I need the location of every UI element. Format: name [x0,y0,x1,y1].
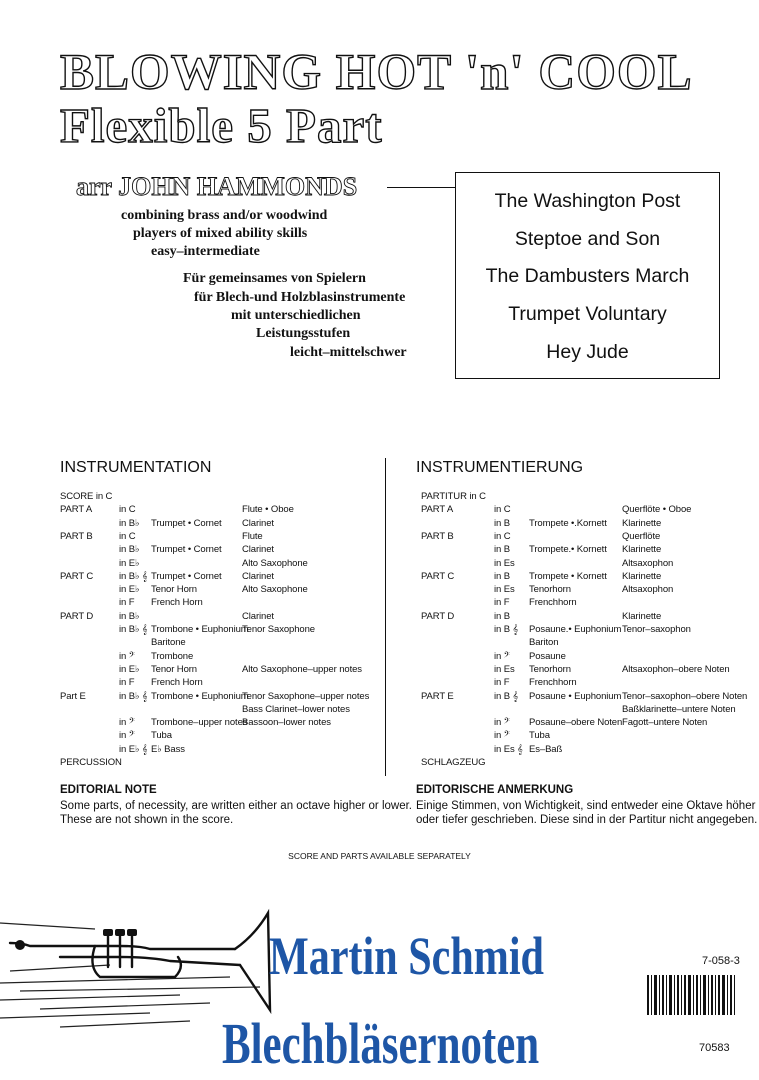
instrumentation-cell: in Es 𝄞 [494,743,523,755]
instrumentation-cell: Trompete • Kornett [529,570,607,582]
instrumentation-cell: PART A [60,504,93,516]
instrumentation-cell: PART B [60,530,93,542]
subtitle: Flexible 5 Part [60,98,383,153]
instrumentation-cell: Alto Saxophone [242,584,308,596]
instrumentation-cell: Posaune–obere Noten [529,717,623,729]
instrumentation-cell: Trompete.• Kornett [529,544,607,556]
instrumentation-cell: Alto Saxophone [242,557,308,569]
instrumentation-cell: Trompete •.Kornett [529,517,607,529]
instrumentation-cell: in 𝄢 [119,650,135,662]
instrumentation-cell: Flute • Oboe [242,504,294,516]
description-de-line: leicht–mittelschwer [290,345,407,360]
instrumentation-cell: Tenor–saxophon–obere Noten [622,690,748,702]
instrumentation-cell: Fagott–untere Noten [622,717,708,729]
instrumentation-cell: in F [494,597,510,609]
instrumentation-cell: in E♭ [119,584,140,596]
instrumentation-cell: SCORE in C [60,491,113,502]
instrumentation-cell: Tenor Saxophone–upper notes [242,690,370,702]
contents-box [455,172,720,379]
instrumentation-cell: in B♭ 𝄞 [119,624,148,635]
instrumentation-cell: in B [494,570,510,582]
instrumentation-cell: Altsaxophon [622,557,674,569]
publisher-subtitle: Blechbläsernoten [222,1011,540,1076]
instrumentation-cell: in E♭ [119,557,140,569]
instrumentation-cell: in 𝄢 [119,730,135,742]
publisher-name: Martin Schmid [269,926,544,986]
tune-title: Trumpet Voluntary [508,303,667,325]
arranger-rule [387,187,455,188]
editorial-heading-en: EDITORIAL NOTE [60,784,157,796]
instrumentation-cell: Altsaxophon [622,584,674,596]
tune-title: Hey Jude [546,341,629,363]
description-de-line: mit unterschiedlichen [231,308,361,323]
description-de-line: Für gemeinsames von Spielern [183,271,366,286]
barcode-number: 70583 [699,1042,730,1054]
description-en-line: combining brass and/or woodwind [121,208,328,223]
instrumentation-cell: Klarinette [622,517,662,529]
instrumentation-cell: in B [494,517,510,529]
instrumentation-cell: in C [494,530,511,542]
instrumentation-cell: Clarinet [242,570,274,582]
availability-note: SCORE AND PARTS AVAILABLE SEPARATELY [288,851,471,861]
instrumentation-cell: Baritone [151,637,186,649]
instrumentation-cell: Trombone [151,650,194,662]
instrumentation-cell: Trumpet • Cornet [151,517,222,529]
instrumentation-cell: Bassoon–lower notes [242,717,331,729]
instrumentation-cell: Clarinet [242,517,274,529]
tune-title: The Dambusters March [485,265,690,287]
instrumentation-cell: in B♭ 𝄞 [119,690,148,702]
instrumentation-cell: in Es [494,557,515,569]
instrumentation-cell: Tenor Saxophone [242,624,315,635]
instrumentation-cell: Tenorhorn [529,663,571,675]
instrumentation-cell: in E♭ 𝄞 [119,743,148,755]
instrumentation-cell: in C [119,504,136,516]
instrumentation-cell: in 𝄢 [494,730,510,742]
instrumentation-cell: Clarinet [242,610,274,622]
instrumentation-heading-en: INSTRUMENTATION [60,459,212,476]
instrumentation-cell: in B 𝄞 [494,624,519,635]
instrumentation-cell: in Es [494,663,515,675]
instrumentation-cell: in Es [494,584,515,596]
instrumentation-cell: Flute [242,530,263,542]
instrumentation-cell: Posaune [529,650,566,662]
instrumentation-cell: PART B [421,530,454,542]
instrumentation-cell: Frenchhorn [529,677,577,689]
instrumentation-cell: Tenor Horn [151,584,197,596]
editorial-heading-de: EDITORISCHE ANMERKUNG [416,784,574,796]
isbn-fragment: 7-058-3 [702,955,740,967]
instrumentation-cell: French Horn [151,597,203,609]
instrumentation-cell: Tenorhorn [529,584,571,596]
instrumentation-cell: PARTITUR in C [421,491,486,502]
instrumentation-cell: Part E [60,690,86,702]
instrumentation-cell: PART A [421,504,454,516]
instrumentation-cell: Posaune • Euphonium [529,690,622,702]
instrumentation-cell: in F [119,677,135,689]
instrumentation-cell: Trumpet • Cornet [151,544,222,556]
instrumentation-cell: in B 𝄞 [494,690,519,702]
instrumentation-cell: in F [494,677,510,689]
instrumentation-cell: Baßklarinette–untere Noten [622,703,736,715]
instrumentation-cell: in 𝄢 [119,717,135,729]
instrumentation-cell: Trombone–upper notes [151,717,248,729]
instrumentation-cell: SCHLAGZEUG [421,757,486,768]
description-de-line: Leistungsstufen [256,326,351,341]
instrumentation-cell: Bass Clarinet–lower notes [242,703,350,715]
instrumentation-cell: in 𝄢 [494,650,510,662]
instrumentation-cell: PERCUSSION [60,757,122,768]
instrumentation-cell: Trombone • Euphonium [151,690,249,702]
instrumentation-cell: in E♭ [119,663,140,675]
instrumentation-cell: in B♭ [119,610,140,622]
instrumentation-cell: in 𝄢 [494,717,510,729]
instrumentation-cell: in C [494,504,511,516]
instrumentation-cell: Es–Baß [529,743,563,755]
editorial-text-en: These are not shown in the score. [60,814,234,826]
instrumentation-cell: in B♭ [119,544,140,556]
instrumentation-cell: PART D [60,610,94,622]
instrumentation-cell: PART E [421,690,454,702]
instrumentation-cell: Querflöte [622,530,661,542]
instrumentation-cell: Posaune.• Euphonium [529,624,622,635]
instrumentation-cell: in B [494,544,510,556]
instrumentation-cell: PART C [60,570,94,582]
instrumentation-cell: Querflöte • Oboe [622,504,692,516]
editorial-text-de: oder tiefer geschrieben. Diese sind in der Partitur nicht angegeben. [416,814,758,826]
instrumentation-cell: Altsaxophon–obere Noten [622,663,730,675]
instrumentation-cell: Klarinette [622,570,662,582]
instrumentation-cell: Klarinette [622,544,662,556]
instrumentation-cell: in C [119,530,136,542]
instrumentation-cell: Trumpet • Cornet [151,570,222,582]
instrumentation-cell: Klarinette [622,610,662,622]
instrumentation-cell: E♭ Bass [151,743,185,755]
description-de-line: für Blech-und Holzblasinstrumente [194,290,406,305]
instrumentation-cell: in F [119,597,135,609]
instrumentation-heading-de: INSTRUMENTIERUNG [416,459,584,476]
instrumentation-cell: in B♭ [119,517,140,529]
instrumentation-cell: Frenchhorn [529,597,577,609]
column-divider [385,458,386,776]
instrumentation-cell: Tuba [151,730,172,742]
editorial-text-de: Einige Stimmen, von Wichtigkeit, sind entweder eine Oktave höher [416,800,756,812]
arranger-credit: arr JOHN HAMMONDS [76,172,358,201]
instrumentation-cell: French Horn [151,677,203,689]
main-title: BLOWING HOT 'n' COOL [60,45,693,101]
instrumentation-cell: PART C [421,570,455,582]
tune-title: Steptoe and Son [514,228,661,250]
instrumentation-cell: Tenor Horn [151,663,197,675]
instrumentation-cell: Clarinet [242,544,274,556]
description-en-line: easy–intermediate [151,244,260,259]
instrumentation-cell: PART D [421,610,455,622]
editorial-text-en: Some parts, of necessity, are written either an octave higher or lower. [60,800,412,812]
tune-title: The Washington Post [494,190,681,212]
instrumentation-cell: in B [494,610,510,622]
instrumentation-cell: Bariton [529,637,559,649]
instrumentation-cell: Trombone • Euphonium [151,624,249,635]
instrumentation-cell: Tenor–saxophon [622,624,691,635]
instrumentation-cell: Tuba [529,730,550,742]
instrumentation-cell: Alto Saxophone–upper notes [242,663,362,675]
description-en-line: players of mixed ability skills [133,226,308,241]
instrumentation-cell: in B♭ 𝄞 [119,570,148,582]
